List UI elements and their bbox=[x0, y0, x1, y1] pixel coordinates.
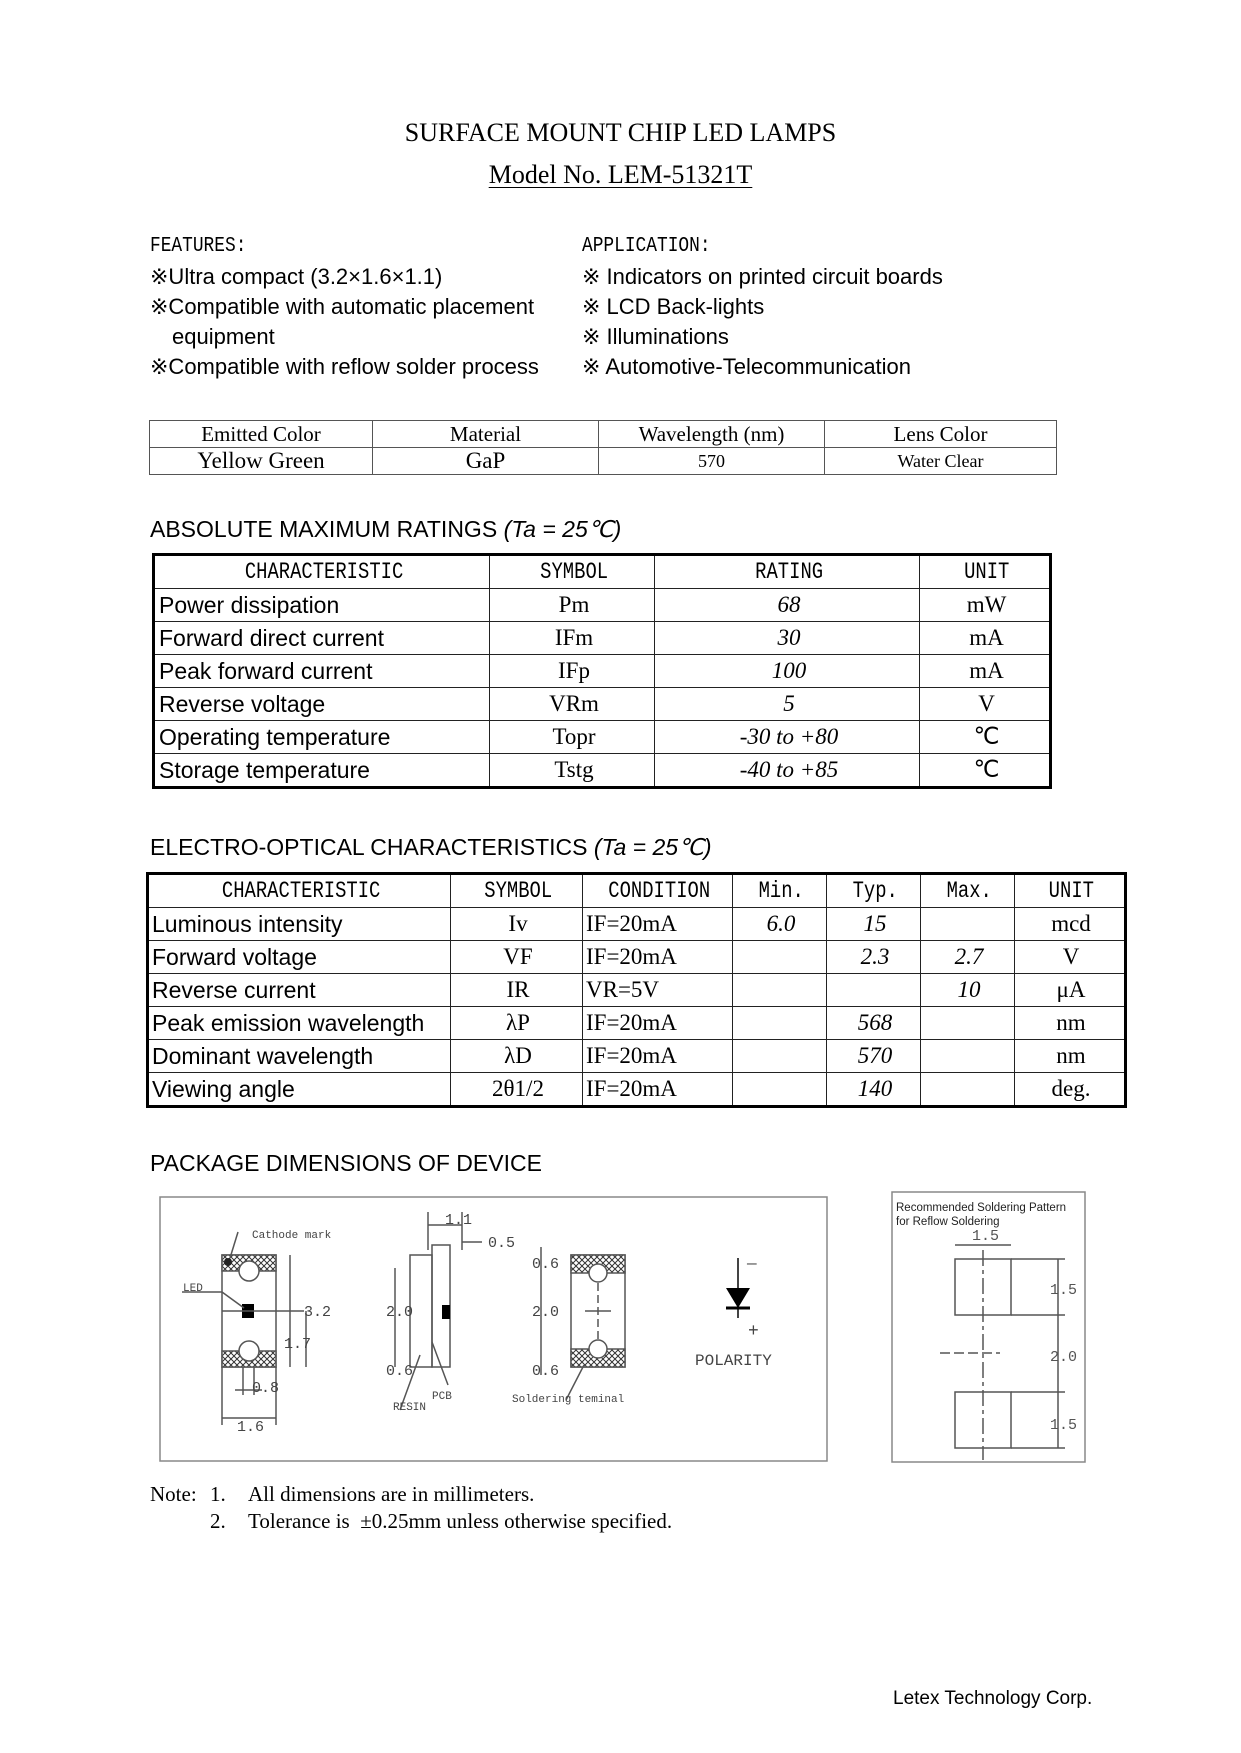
note-text: Tolerance is ±0.25mm unless otherwise specified. bbox=[248, 1509, 673, 1533]
table-cell: 68 bbox=[655, 589, 920, 622]
table-cell: IF=20mA bbox=[583, 908, 733, 941]
feature-item: ※Ultra compact (3.2×1.6×1.1) bbox=[150, 264, 443, 289]
table-cell: Operating temperature bbox=[154, 721, 490, 754]
table-header: SYMBOL bbox=[462, 874, 570, 908]
pattern-pad2-height: 1.5 bbox=[1050, 1417, 1078, 1434]
dim-2-0-side: 2.0 bbox=[386, 1304, 414, 1321]
table-header: CONDITION bbox=[596, 874, 719, 908]
table-cell: 6.0 bbox=[733, 908, 827, 941]
table-cell: nm bbox=[1015, 1007, 1126, 1040]
table-cell: 15 bbox=[827, 908, 921, 941]
table-cell: μA bbox=[1015, 974, 1126, 1007]
table-cell: Dominant wavelength bbox=[148, 1040, 451, 1073]
dim-2-0-bottom: 2.0 bbox=[532, 1304, 560, 1321]
pattern-width: 1.5 bbox=[972, 1228, 1000, 1245]
table-cell: IFp bbox=[490, 655, 655, 688]
table-cell: ℃ bbox=[920, 754, 1051, 788]
table-cell: IF=20mA bbox=[583, 1073, 733, 1107]
table-header: Emitted Color bbox=[150, 421, 373, 448]
section-condition: (Ta = 25℃) bbox=[503, 516, 622, 542]
table-cell: 570 bbox=[599, 448, 825, 475]
table-cell: VF bbox=[451, 941, 583, 974]
application-item: ※ LCD Back-lights bbox=[582, 294, 765, 319]
table-cell: Peak forward current bbox=[154, 655, 490, 688]
table-cell: VR=5V bbox=[583, 974, 733, 1007]
table-header: Max. bbox=[929, 874, 1006, 908]
table-cell: Yellow Green bbox=[150, 448, 373, 475]
application-item: ※ Illuminations bbox=[582, 324, 729, 349]
polarity-label: POLARITY bbox=[695, 1352, 772, 1370]
model-text: Model No. LEM-51321T bbox=[488, 160, 753, 189]
note-number: 2. bbox=[210, 1509, 226, 1533]
application-item: ※ Automotive-Telecommunication bbox=[582, 354, 912, 379]
application-label: APPLICATION: bbox=[582, 235, 711, 258]
table-cell: deg. bbox=[1015, 1073, 1126, 1107]
soldering-pattern bbox=[940, 1245, 1065, 1460]
table-cell: Peak emission wavelength bbox=[148, 1007, 451, 1040]
table-cell: GaP bbox=[373, 448, 599, 475]
table-cell: 568 bbox=[827, 1007, 921, 1040]
table-cell: -30 to +80 bbox=[655, 721, 920, 754]
table-cell: V bbox=[920, 688, 1051, 721]
table-header: Lens Color bbox=[825, 421, 1057, 448]
table-cell: 2.7 bbox=[921, 941, 1015, 974]
section-condition: (Ta = 25℃) bbox=[593, 834, 712, 860]
feature-item: ※Compatible with reflow solder process bbox=[150, 354, 539, 379]
table-cell: ℃ bbox=[920, 721, 1051, 754]
application-item: ※ Indicators on printed circuit boards bbox=[582, 264, 943, 289]
table-cell: V bbox=[1015, 941, 1126, 974]
dim-3-2: 3.2 bbox=[304, 1304, 332, 1321]
table-cell: nm bbox=[1015, 1040, 1126, 1073]
table-cell: Pm bbox=[490, 589, 655, 622]
table-cell: Topr bbox=[490, 721, 655, 754]
table-cell: 100 bbox=[655, 655, 920, 688]
note-text: All dimensions are in millimeters. bbox=[248, 1482, 535, 1506]
table-cell: Forward direct current bbox=[154, 622, 490, 655]
dim-0-8: 0.8 bbox=[252, 1380, 280, 1397]
table-header: CHARACTERISTIC bbox=[175, 874, 423, 908]
table-cell: Viewing angle bbox=[148, 1073, 451, 1107]
feature-item: ※Compatible with automatic placement bbox=[150, 294, 535, 319]
table-header: Wavelength (nm) bbox=[599, 421, 825, 448]
table-cell: λD bbox=[451, 1040, 583, 1073]
table-cell: IR bbox=[451, 974, 583, 1007]
table-header: Min. bbox=[741, 874, 818, 908]
table-header: Typ. bbox=[835, 874, 912, 908]
table-cell: Tstg bbox=[490, 754, 655, 788]
table-header: CHARACTERISTIC bbox=[184, 555, 460, 589]
table-header: UNIT bbox=[1024, 874, 1115, 908]
features-label: FEATURES: bbox=[150, 235, 247, 258]
table-cell: 5 bbox=[655, 688, 920, 721]
table-header: SYMBOL bbox=[504, 555, 639, 589]
dim-0-6-bottom: 0.6 bbox=[532, 1363, 560, 1380]
page-title: SURFACE MOUNT CHIP LED LAMPS bbox=[404, 118, 837, 147]
led-label: LED bbox=[183, 1283, 203, 1295]
polarity-plus: + bbox=[748, 1322, 759, 1342]
dim-1-1: 1.1 bbox=[445, 1212, 473, 1229]
soldering-terminal-label: Soldering teminal bbox=[512, 1394, 625, 1406]
note-number: 1. bbox=[210, 1482, 226, 1506]
soldering-pattern-title: Recommended Soldering Pattern bbox=[896, 1202, 1067, 1214]
table-cell: Iv bbox=[451, 908, 583, 941]
table-cell: 140 bbox=[827, 1073, 921, 1107]
section-title: ELECTRO-OPTICAL CHARACTERISTICS bbox=[150, 834, 588, 860]
table-cell: IF=20mA bbox=[583, 1007, 733, 1040]
package-heading: PACKAGE DIMENSIONS OF DEVICE bbox=[150, 1150, 542, 1176]
pcb-label: PCB bbox=[432, 1391, 452, 1403]
table-cell: Storage temperature bbox=[154, 754, 490, 788]
pattern-gap: 2.0 bbox=[1050, 1349, 1078, 1366]
table-cell: 10 bbox=[921, 974, 1015, 1007]
polarity-minus: — bbox=[747, 1255, 757, 1273]
company-name: Letex Technology Corp. bbox=[893, 1688, 1093, 1709]
table-cell: IF=20mA bbox=[583, 941, 733, 974]
table-cell: IFm bbox=[490, 622, 655, 655]
dim-1-6: 1.6 bbox=[237, 1419, 265, 1436]
dim-0-5: 0.5 bbox=[488, 1235, 516, 1252]
soldering-pattern-subtitle: for Reflow Soldering bbox=[896, 1216, 1000, 1228]
table-cell: 570 bbox=[827, 1040, 921, 1073]
top-view bbox=[182, 1232, 306, 1425]
pattern-pad1-height: 1.5 bbox=[1050, 1282, 1078, 1299]
table-header: RATING bbox=[678, 555, 895, 589]
table-cell: Luminous intensity bbox=[148, 908, 451, 941]
dim-1-7: 1.7 bbox=[284, 1336, 312, 1353]
table-cell: Reverse current bbox=[148, 974, 451, 1007]
table-cell: mA bbox=[920, 622, 1051, 655]
table-header: UNIT bbox=[931, 555, 1038, 589]
section-title: ABSOLUTE MAXIMUM RATINGS bbox=[150, 516, 498, 542]
table-cell: Power dissipation bbox=[154, 589, 490, 622]
table-cell: VRm bbox=[490, 688, 655, 721]
table-cell: λP bbox=[451, 1007, 583, 1040]
resin-label: RESIN bbox=[393, 1402, 427, 1414]
table-header: Material bbox=[373, 421, 599, 448]
table-cell: Reverse voltage bbox=[154, 688, 490, 721]
feature-item: equipment bbox=[172, 324, 275, 349]
cathode-mark-label: Cathode mark bbox=[252, 1230, 332, 1242]
table-cell: Water Clear bbox=[825, 448, 1057, 475]
table-cell: 2θ1/2 bbox=[451, 1073, 583, 1107]
dim-0-6-bottom-top: 0.6 bbox=[532, 1256, 560, 1273]
table-cell: 2.3 bbox=[827, 941, 921, 974]
dim-0-6-side: 0.6 bbox=[386, 1363, 414, 1380]
table-cell: mcd bbox=[1015, 908, 1126, 941]
table-cell: 30 bbox=[655, 622, 920, 655]
table-cell: Forward voltage bbox=[148, 941, 451, 974]
note-label: Note: bbox=[150, 1482, 197, 1506]
table-cell: -40 to +85 bbox=[655, 754, 920, 788]
table-cell: mA bbox=[920, 655, 1051, 688]
table-cell: mW bbox=[920, 589, 1051, 622]
table-cell: IF=20mA bbox=[583, 1040, 733, 1073]
